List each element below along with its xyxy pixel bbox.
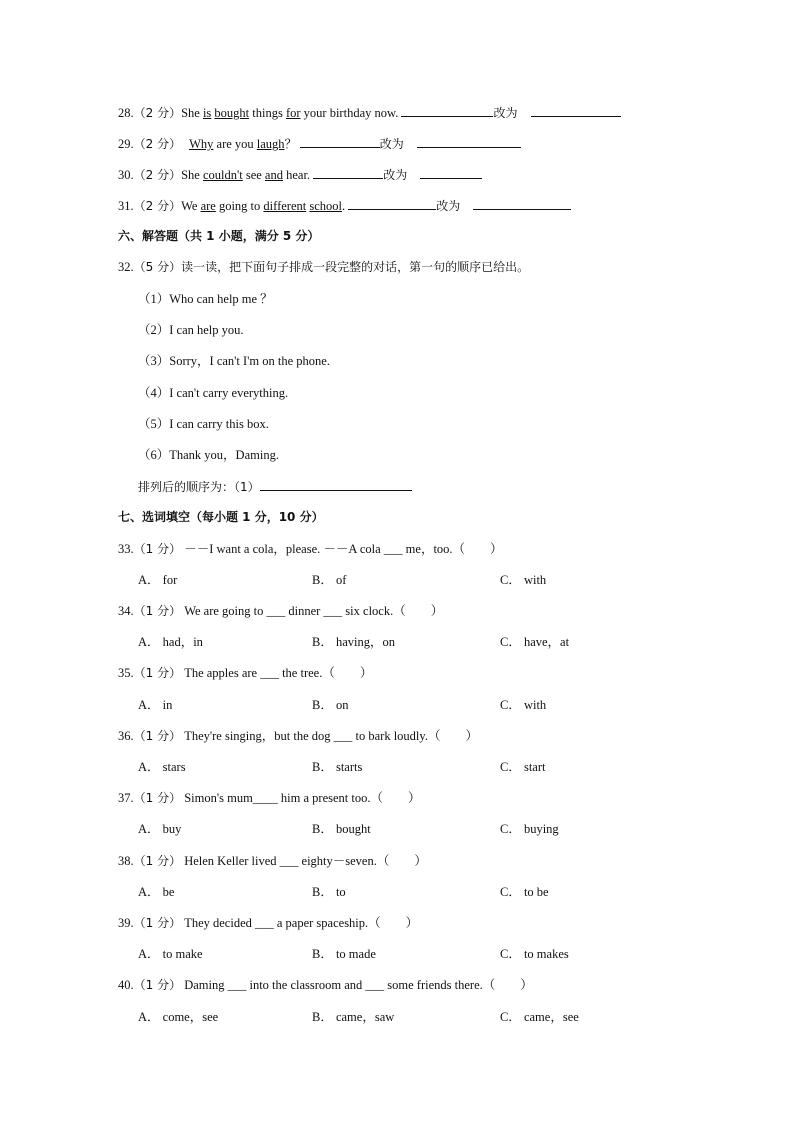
dialogue-item: （1）Who can help me ？	[138, 292, 273, 306]
option-b[interactable]: B． on	[312, 698, 349, 712]
option-c[interactable]: C． with	[500, 573, 547, 587]
option-c[interactable]: C． buying	[500, 822, 559, 836]
dialogue-item: （4）I can't carry everything.	[138, 386, 289, 400]
question-29: 29.（2 分） Why are you laugh？ 改为	[118, 135, 521, 152]
option-c[interactable]: C． to be	[500, 885, 549, 899]
option-c[interactable]: C． to makes	[500, 947, 569, 961]
answer-blank[interactable]	[348, 197, 436, 210]
option-c[interactable]: C． came，see	[500, 1010, 579, 1024]
question-34: 34.（1 分） We are going to ___ dinner ___ six clock.（ ）	[118, 604, 444, 618]
question-39: 39.（1 分） They decided ___ a paper spaceship.（ ）	[118, 916, 419, 930]
option-c[interactable]: C． have，at	[500, 635, 570, 649]
answer-blank[interactable]	[300, 135, 380, 148]
option-c[interactable]: C． start	[500, 760, 546, 774]
option-b[interactable]: B． came，saw	[312, 1010, 395, 1024]
option-b[interactable]: B． starts	[312, 760, 363, 774]
question-33: 33.（1 分） －－I want a cola，please. －－A cola ___ me，too.（ ）	[118, 542, 503, 556]
answer-blank[interactable]	[401, 104, 493, 117]
option-a[interactable]: A． stars	[138, 760, 186, 774]
option-a[interactable]: A． be	[138, 885, 175, 899]
correction-blank[interactable]	[473, 197, 571, 210]
option-a[interactable]: A． to make	[138, 947, 203, 961]
question-28: 28.（2 分）She is bought things for your birthday now. 改为	[118, 104, 621, 121]
option-b[interactable]: B． to	[312, 885, 346, 899]
dialogue-item: （6）Thank you，Daming.	[138, 448, 279, 462]
correction-blank[interactable]	[531, 104, 621, 117]
dialogue-item: （5）I can carry this box.	[138, 417, 269, 431]
correction-blank[interactable]	[417, 135, 521, 148]
option-b[interactable]: B． to made	[312, 947, 376, 961]
question-31: 31.（2 分）We are going to different school. 改为	[118, 197, 571, 214]
section-heading-6: 六、解答题（共 1 小题，满分 5 分）	[118, 229, 320, 243]
option-a[interactable]: A． in	[138, 698, 173, 712]
question-32: 32.（5 分）读一读，把下面句子排成一段完整的对话，第一句的顺序已给出。	[118, 260, 530, 274]
option-b[interactable]: B． of	[312, 573, 347, 587]
option-c[interactable]: C． with	[500, 698, 547, 712]
order-answer: 排列后的顺序为：（1）	[138, 478, 412, 495]
question-38: 38.（1 分） Helen Keller lived ___ eighty－seven.（ ）	[118, 854, 427, 868]
section-heading-7: 七、选词填空（每小题 1 分，10 分）	[118, 510, 324, 524]
order-answer-blank[interactable]	[260, 478, 412, 491]
option-b[interactable]: B． bought	[312, 822, 371, 836]
option-a[interactable]: A． had，in	[138, 635, 203, 649]
dialogue-item: （3）Sorry，I can't I'm on the phone.	[138, 354, 330, 368]
question-37: 37.（1 分） Simon's mum____ him a present too.（ ）	[118, 791, 421, 805]
question-36: 36.（1 分） They're singing，but the dog ___ to bark loudly.（ ）	[118, 729, 478, 743]
option-b[interactable]: B． having，on	[312, 635, 395, 649]
option-a[interactable]: A． for	[138, 573, 178, 587]
option-a[interactable]: A． come，see	[138, 1010, 219, 1024]
question-30: 30.（2 分）She couldn't see and hear. 改为	[118, 166, 482, 183]
dialogue-item: （2）I can help you.	[138, 323, 244, 337]
answer-blank[interactable]	[313, 166, 383, 179]
option-a[interactable]: A． buy	[138, 822, 182, 836]
question-35: 35.（1 分） The apples are ___ the tree.（ ）	[118, 666, 373, 680]
question-40: 40.（1 分） Daming ___ into the classroom and ___ some friends there.（ ）	[118, 978, 533, 992]
correction-blank[interactable]	[420, 166, 482, 179]
